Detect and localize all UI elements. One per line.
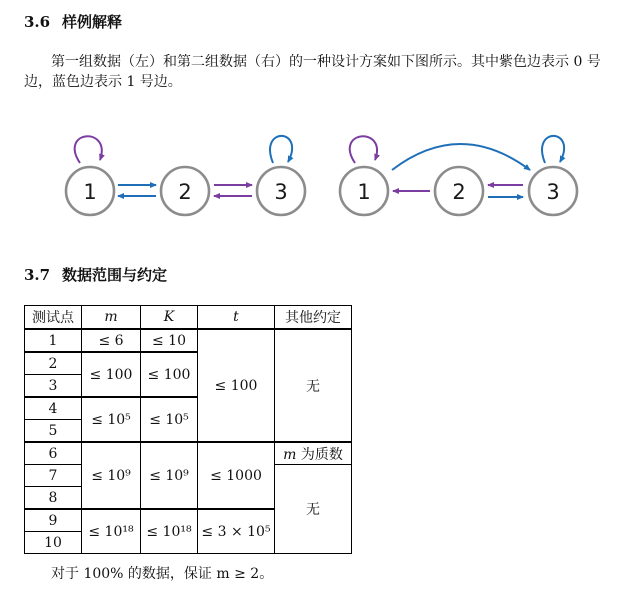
footnote-paragraph: 对于 100% 的数据，保证 m ≥ 2。 [51,566,274,582]
left-self-loop-node-3 [270,136,292,163]
k-cell: ≤ 100 [141,352,198,397]
section-title: 数据范围与约定 [62,266,168,284]
prime-variable: m [283,446,297,463]
header-other: 其他约定 [275,306,352,330]
table-header-row [25,306,352,330]
test-id-cell: 3 [25,375,82,398]
test-id-cell: 4 [25,397,82,420]
header-m: m [82,306,141,330]
right-self-loop-node-1 [350,136,377,163]
left-node-1-label: 1 [83,180,97,204]
m-cell: ≤ 10¹⁸ [82,509,141,554]
test-id-cell: 2 [25,352,82,375]
header-t: t [198,306,275,330]
section-heading-data-range [24,264,167,285]
k-cell: ≤ 10¹⁸ [141,509,198,554]
section-number: 3.7 [24,266,51,284]
left-graph [66,136,305,215]
other-cell: 无 [275,465,352,554]
test-id-cell: 10 [25,532,82,554]
sample-graph-figure [0,120,624,230]
t-cell: ≤ 100 [198,329,275,442]
right-self-loop-node-3 [542,136,564,163]
table-row [25,329,352,352]
header-test-id: 测试点 [25,306,82,330]
t-cell: ≤ 1000 [198,442,275,509]
test-id-cell: 6 [25,442,82,465]
test-id-cell: 5 [25,420,82,443]
left-node-2-label: 2 [178,180,192,204]
t-cell: ≤ 3 × 10⁵ [198,509,275,554]
right-node-3-label: 3 [546,180,560,204]
left-node-3-label: 3 [274,180,288,204]
table-row [25,442,352,465]
test-id-cell: 8 [25,487,82,510]
m-cell: ≤ 6 [82,329,141,352]
test-id-cell: 7 [25,465,82,487]
test-id-cell: 1 [25,329,82,352]
m-cell: ≤ 10⁵ [82,397,141,442]
right-node-2-label: 2 [452,180,466,204]
section-title: 样例解释 [62,13,123,31]
test-id-cell: 9 [25,509,82,532]
other-cell: 无 [275,329,352,442]
section-heading-sample-explanation [24,11,122,32]
right-node-1-label: 1 [357,180,371,204]
m-cell: ≤ 100 [82,352,141,397]
constraints-table [24,305,352,554]
left-self-loop-node-1 [75,136,102,163]
header-k: K [141,306,198,330]
m-cell: ≤ 10⁹ [82,442,141,509]
k-cell: ≤ 10⁵ [141,397,198,442]
other-cell-prime: m 为质数 [275,442,352,465]
right-graph [340,136,577,215]
k-cell: ≤ 10⁹ [141,442,198,509]
k-cell: ≤ 10 [141,329,198,352]
section-number: 3.6 [24,13,51,31]
intro-paragraph: 第一组数据（左）和第二组数据（右）的一种设计方案如下图所示。其中紫色边表示 0 号边，蓝色边表示 1 号边。 [24,54,601,90]
